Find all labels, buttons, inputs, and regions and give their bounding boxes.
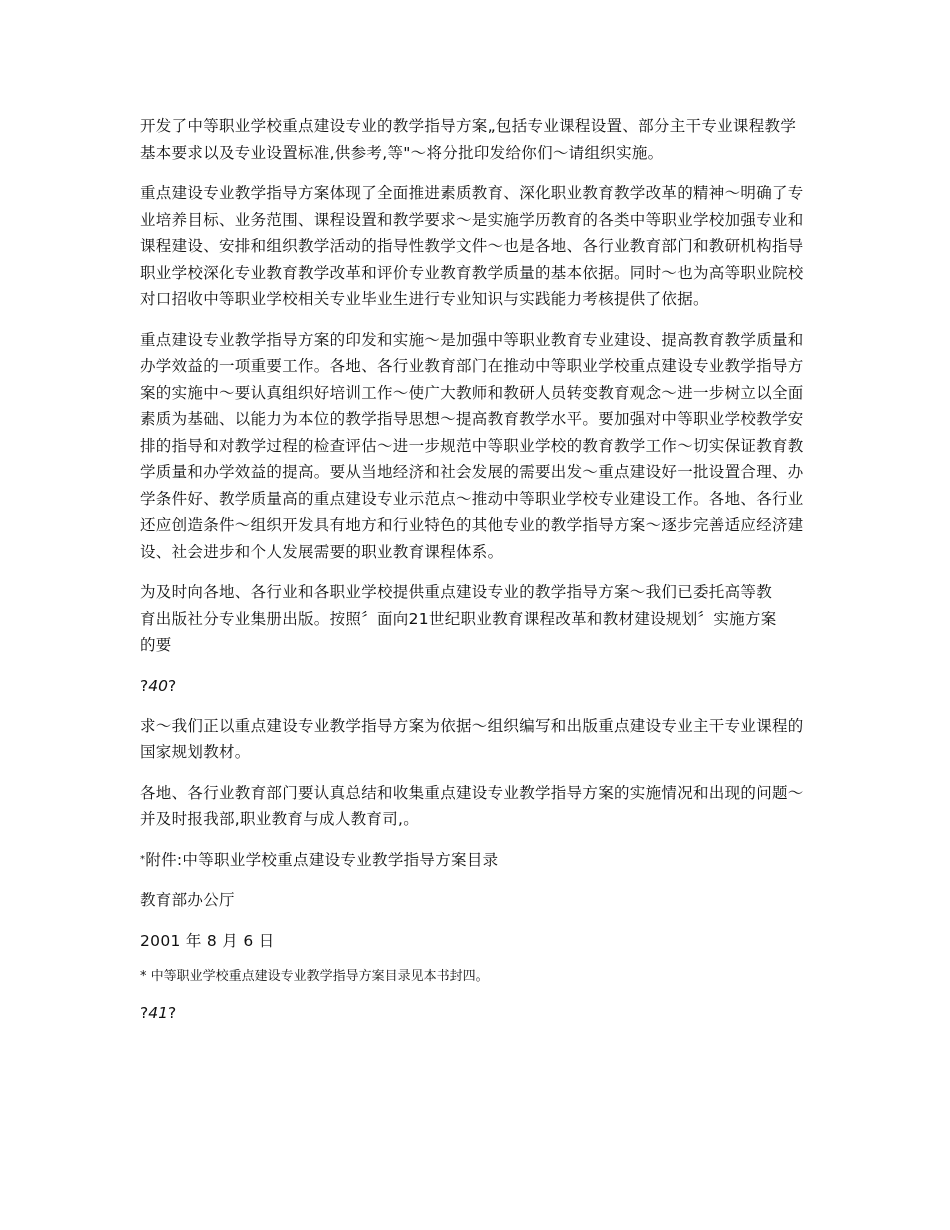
attachment-mark: * [140, 853, 146, 865]
page-number-suffix: ? [167, 1004, 177, 1022]
page-number-prefix: ? [140, 676, 149, 695]
page-number-40 [140, 673, 810, 699]
page-number-41 [140, 1000, 810, 1026]
page-number-prefix: ? [140, 1004, 149, 1022]
paragraph-intro: 开发了中等职业学校重点建设专业的教学指导方案„包括专业课程设置、部分主干专业课程教学基本要求以及专业设置标准,供参考,等"～将分批印发给你们～请组织实施。 [140, 117, 797, 162]
attachment-line [140, 847, 810, 874]
paragraph-implementation: 重点建设专业教学指导方案的印发和实施～是加强中等职业教育专业建设、提高教育教学质量和办学效益的一项重要工作。各地、各行业教育部门在推动中等职业学校重点建设专业教学指导方案的实施中～要认真组织好培训工作～使广大教师和教研人员转变教育观念～进一步树立以全面素质为基础、以能力为本位的教学指导思想～提高教育教学水平。要加强对中等职业学校教学安排的指导和对教学过程的检查评估～进一步规范中等职业学校的教育教学工作～切实保证教育教学质量和办学效益的提高。要从当地经济和社会发展的需要出发～重点建设好一批设置合理、办学条件好、教学质量高的重点建设专业示范点～推动中等职业学校专业建设工作。各地、各行业还应创造条件～组织开发具有地方和行业特色的其他专业的教学指导方案～逐步完善适应经济建设、社会进步和个人发展需要的职业教育课程体系。 [140, 330, 804, 561]
paragraph-textbooks: 求～我们正以重点建设专业教学指导方案为依据～组织编写和出版重点建设专业主干专业课程的国家规划教材。 [140, 716, 804, 761]
attachment-text: 附件:中等职业学校重点建设专业教学指导方案目录 [145, 850, 499, 869]
footnote: * 中等职业学校重点建设专业教学指导方案目录见本书封四。 [140, 969, 489, 984]
paragraph-publishing: 为及时向各地、各行业和各职业学校提供重点建设专业的教学指导方案～我们已委托高等教育出版社分专业集册出版。按照〞面向21世纪职业教育课程改革和教材建设规划〞实施方案的要 [140, 583, 777, 654]
paragraph-report: 各地、各行业教育部门要认真总结和收集重点建设专业教学指导方案的实施情况和出现的问题～并及时报我部,职业教育与成人教育司,。 [140, 783, 804, 828]
issue-date: 2001 年 8 月 6 日 [140, 931, 275, 950]
page-number-suffix: ? [167, 676, 177, 695]
issuer: 教育部办公厅 [140, 891, 235, 909]
paragraph-purpose: 重点建设专业教学指导方案体现了全面推进素质教育、深化职业教育教学改革的精神～明确了专业培养目标、业务范围、课程设置和教学要求～是实施学历教育的各类中等职业学校加强专业和课程建设、安排和组织教学活动的指导性教学文件～也是各地、各行业教育部门和教研机构指导职业学校深化专业教育教学改革和评价专业教育教学质量的基本依据。同时～也为高等职业院校对口招收中等职业学校相关专业毕业生进行专业知识与实践能力考核提供了依据。 [140, 184, 804, 308]
page-number-value: 40 [148, 676, 168, 695]
document-page [140, 113, 810, 1026]
page-number-value: 41 [148, 1004, 168, 1022]
